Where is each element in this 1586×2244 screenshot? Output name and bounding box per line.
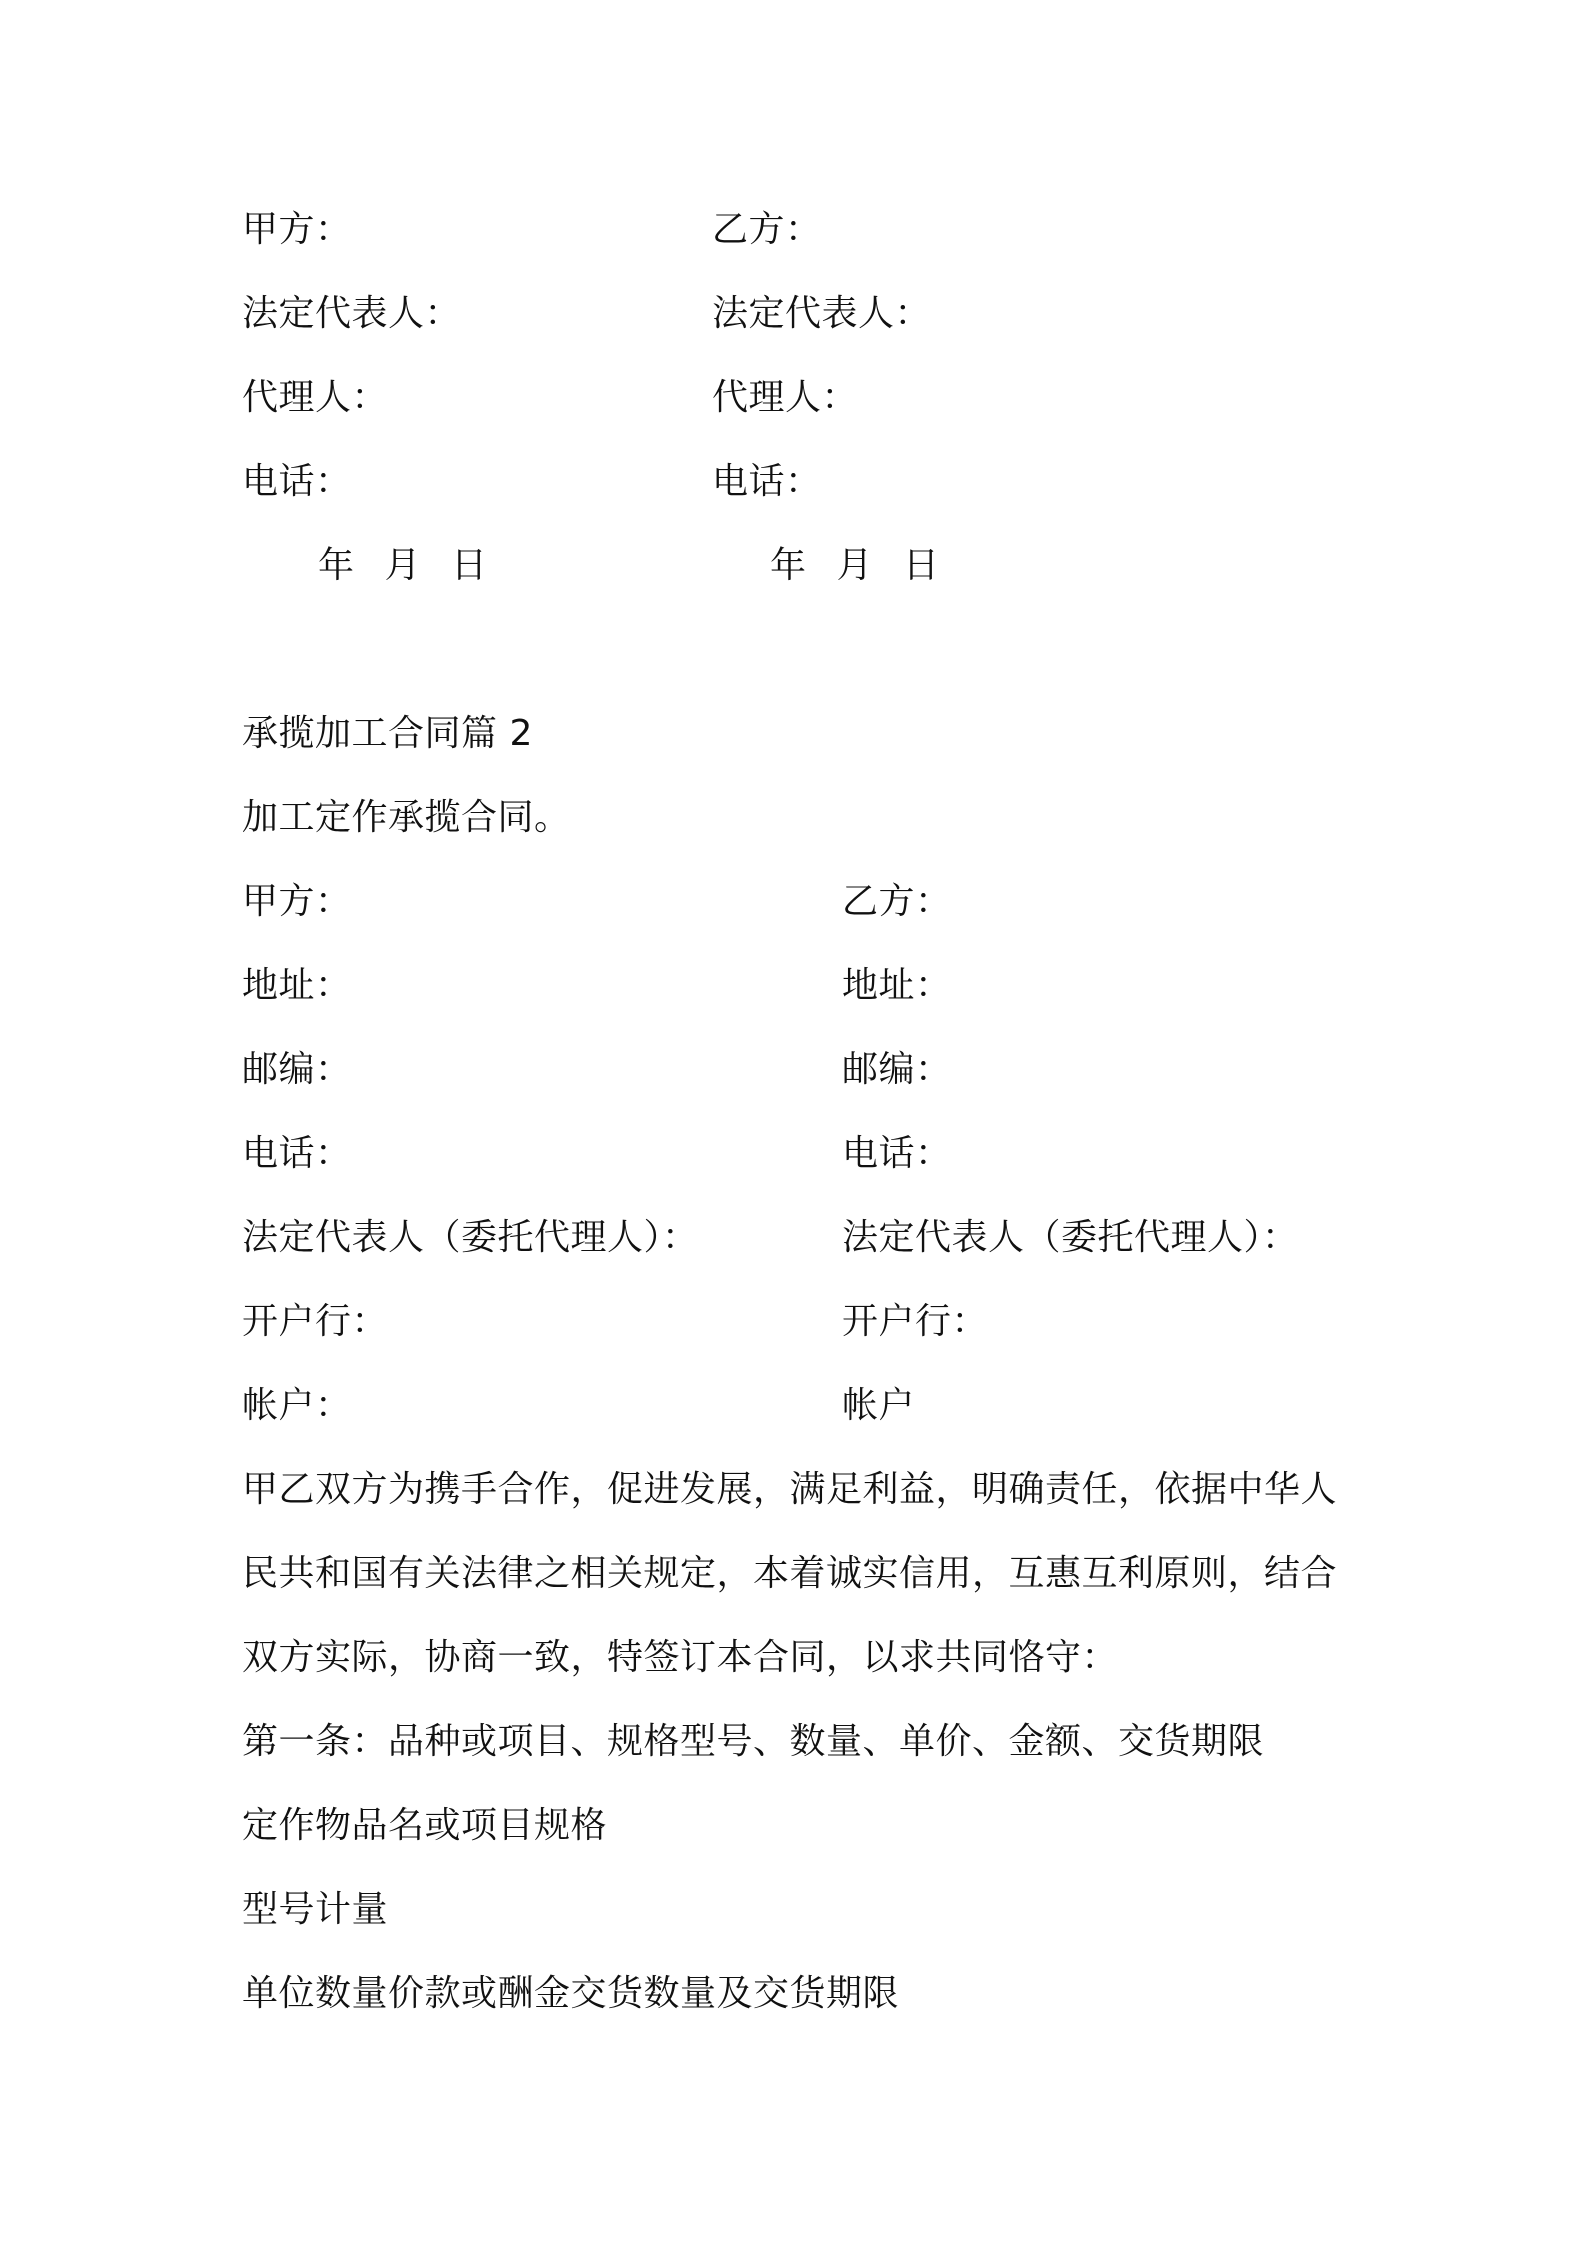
date-month-label: 月	[384, 545, 421, 586]
party-a-phone-label: 电话：	[242, 1133, 352, 1174]
body-paragraph-line: 双方实际，协商一致，特签订本合同，以求共同恪守：	[242, 1637, 1119, 1678]
date-month-label: 月	[836, 545, 873, 586]
party-b-date-line	[770, 544, 939, 588]
party-b-bank-label: 开户行：	[842, 1301, 989, 1342]
party-a-legal-rep-label: 法定代表人：	[242, 293, 462, 334]
table-header-line: 型号计量	[242, 1889, 389, 1930]
party-a-account-label: 帐户：	[242, 1385, 352, 1426]
section-heading: 承揽加工合同篇 2	[242, 713, 533, 754]
party-a-label: 甲方：	[242, 881, 352, 922]
party-a-bank-label: 开户行：	[242, 1301, 389, 1342]
party-b-phone-label: 电话：	[842, 1133, 952, 1174]
contract-title: 加工定作承揽合同。	[242, 797, 571, 838]
party-b-legal-rep-label: 法定代表人（委托代理人）：	[842, 1217, 1299, 1258]
party-a-address-label: 地址：	[242, 965, 352, 1006]
party-b-agent-label: 代理人：	[712, 377, 859, 418]
body-paragraph-line: 民共和国有关法律之相关规定，本着诚实信用，互惠互利原则，结合	[242, 1553, 1338, 1594]
date-year-label: 年	[318, 545, 355, 586]
party-a-legal-rep-label: 法定代表人（委托代理人）：	[242, 1217, 699, 1258]
body-paragraph-line: 甲乙双方为携手合作，促进发展，满足利益，明确责任，依据中华人	[242, 1469, 1338, 1510]
article-one-heading: 第一条：品种或项目、规格型号、数量、单价、金额、交货期限	[242, 1721, 1265, 1762]
party-b-legal-rep-label: 法定代表人：	[712, 293, 932, 334]
party-a-phone-label: 电话：	[242, 461, 352, 502]
date-day-label: 日	[450, 545, 488, 586]
party-b-label: 乙方：	[712, 209, 822, 250]
table-header-line: 单位数量价款或酬金交货数量及交货期限	[242, 1973, 900, 2014]
party-b-address-label: 地址：	[842, 965, 952, 1006]
party-a-postcode-label: 邮编：	[242, 1049, 352, 1090]
table-header-line: 定作物品名或项目规格	[242, 1805, 608, 1846]
party-a-agent-label: 代理人：	[242, 377, 389, 418]
date-year-label: 年	[770, 545, 807, 586]
party-b-postcode-label: 邮编：	[842, 1049, 952, 1090]
party-b-phone-label: 电话：	[712, 461, 822, 502]
party-b-account-label: 帐户	[842, 1385, 916, 1426]
party-a-date-line	[318, 544, 487, 588]
party-a-label: 甲方：	[242, 209, 352, 250]
date-day-label: 日	[902, 545, 940, 586]
party-b-label: 乙方：	[842, 881, 952, 922]
